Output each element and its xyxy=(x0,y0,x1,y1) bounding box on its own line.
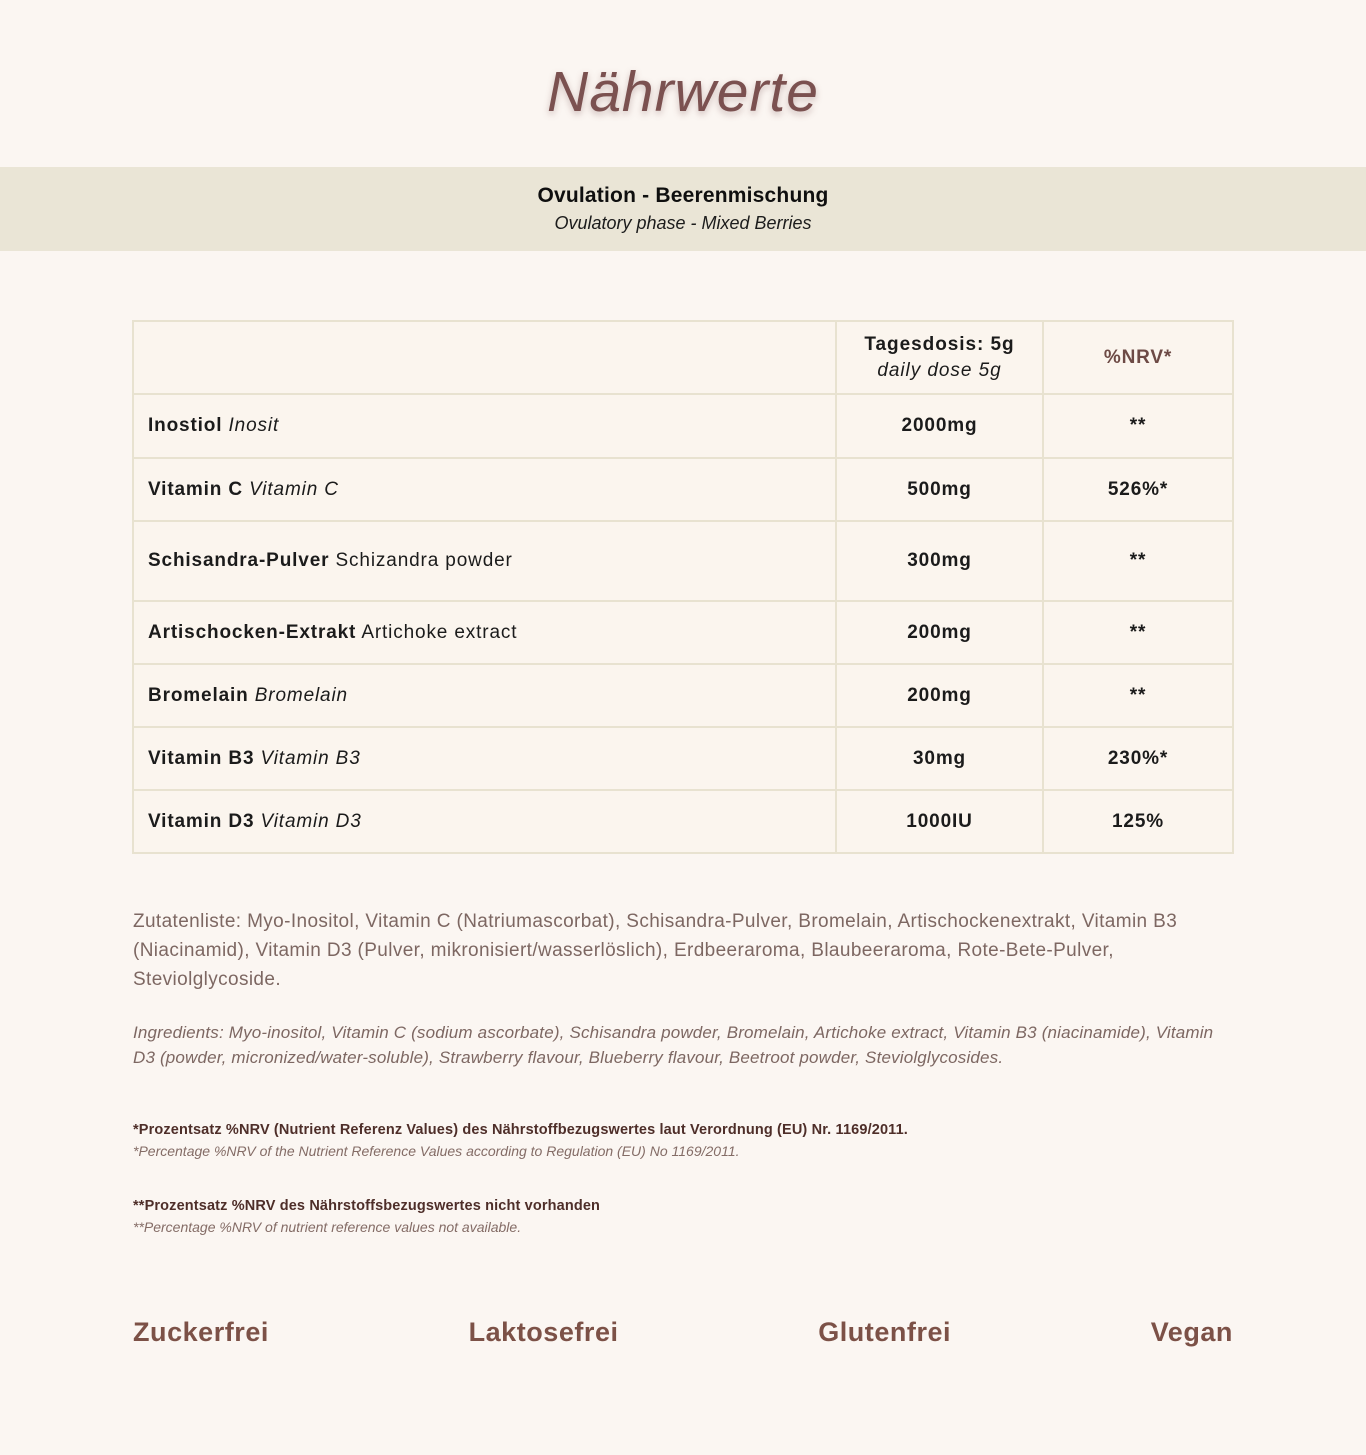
nutrient-name-de: Inostiol xyxy=(148,415,223,436)
footnote-nrv-regulation xyxy=(133,1120,1233,1161)
nutrient-name-en: Vitamin D3 xyxy=(260,810,362,832)
nutrient-name-de: Artischocken-Extrakt xyxy=(148,621,357,643)
nutrient-name-de: Vitamin D3 xyxy=(148,810,255,832)
nutrient-amount: 2000mg xyxy=(836,394,1043,458)
table-row xyxy=(133,727,1233,790)
nutrient-amount: 300mg xyxy=(836,521,1043,601)
nutrient-name-cell xyxy=(133,664,836,727)
nutrient-name-en: Vitamin B3 xyxy=(260,747,361,769)
nutrient-amount: 200mg xyxy=(836,664,1043,727)
nutrient-name-en: Artichoke extract xyxy=(361,621,518,643)
nutrient-name-cell xyxy=(133,790,836,853)
nutrition-table xyxy=(132,320,1234,854)
nutrient-name-cell xyxy=(133,521,836,601)
dose-label-de: Tagesdosis: 5g xyxy=(864,334,1015,355)
nutrient-name-de: Schisandra-Pulver xyxy=(148,550,330,571)
footnote-de: **Prozentsatz %NRV des Nährstoffsbezugswertes nicht vorhanden xyxy=(133,1198,601,1214)
badge-sugar-free: Zuckerfrei xyxy=(133,1317,269,1347)
nutrient-nrv: 526%* xyxy=(1043,458,1233,521)
nutrient-name-cell xyxy=(133,394,836,458)
table-row xyxy=(133,601,1233,664)
nutrient-amount: 30mg xyxy=(836,727,1043,790)
nutrient-name-cell xyxy=(133,458,836,521)
table-row xyxy=(133,521,1233,601)
footnote-en: *Percentage %NRV of the Nutrient Reference Values according to Regulation (EU) No 1169/2011. xyxy=(133,1143,740,1159)
footnote-nrv-not-available xyxy=(133,1196,1233,1237)
table-row xyxy=(133,790,1233,853)
footnote-en: **Percentage %NRV of nutrient reference values not available. xyxy=(133,1219,522,1235)
nutrient-nrv: ** xyxy=(1043,664,1233,727)
nutrient-name-en: Schizandra powder xyxy=(335,550,513,571)
table-header-row xyxy=(133,321,1233,394)
nutrient-name-de: Vitamin C xyxy=(148,478,243,500)
ingredients-list-en: Ingredients: Myo-inositol, Vitamin C (sodium ascorbate), Schisandra powder, Bromelain, Artichoke extract, Vitamin B3 (niacinamide), Vitamin D3 (powder, micronized/water-soluble), Strawberry flavour, Blueberry flavour, Beetroot powder, Steviolglycosides. xyxy=(133,1023,1214,1067)
nutrient-name-cell xyxy=(133,727,836,790)
badge-lactose-free: Laktosefrei xyxy=(468,1317,619,1347)
diet-badges xyxy=(133,1317,1233,1348)
nutrient-nrv: 125% xyxy=(1043,790,1233,853)
table-row xyxy=(133,664,1233,727)
nutrient-nrv: ** xyxy=(1043,601,1233,664)
nutrient-name-en: Inosit xyxy=(228,415,280,436)
nutrient-amount: 500mg xyxy=(836,458,1043,521)
badge-vegan: Vegan xyxy=(1150,1317,1233,1347)
table-row xyxy=(133,458,1233,521)
header-dose-cell xyxy=(836,321,1043,394)
nutrient-amount: 200mg xyxy=(836,601,1043,664)
nutrient-nrv: ** xyxy=(1043,394,1233,458)
footnote-de: *Prozentsatz %NRV (Nutrient Referenz Values) des Nährstoffbezugswertes laut Verordnung (EU) Nr. 1169/2011. xyxy=(133,1122,908,1138)
page-title: Nährwerte xyxy=(547,60,819,124)
nutrient-name-en: Vitamin C xyxy=(249,478,339,500)
table-row xyxy=(133,394,1233,458)
nutrient-name-de: Vitamin B3 xyxy=(148,747,255,769)
header-nrv-cell: %NRV* xyxy=(1043,321,1233,394)
product-name-en: Ovulatory phase - Mixed Berries xyxy=(554,213,812,233)
nutrient-name-en: Bromelain xyxy=(254,684,348,706)
nutrient-name-de: Bromelain xyxy=(148,684,249,706)
product-name-de: Ovulation - Beerenmischung xyxy=(537,184,829,207)
ingredients-list-de: Zutatenliste: Myo-Inositol, Vitamin C (Natriumascorbat), Schisandra-Pulver, Bromelain, Artischockenextrakt, Vitamin B3 (Niacinamid), Vitamin D3 (Pulver, mikronisiert/wasserlöslich), Erdbeeraroma, Blaubeeraroma, Rote-Bete-Pulver, Steviolglycoside. xyxy=(133,911,1178,990)
product-band xyxy=(0,167,1366,251)
nutrient-nrv: ** xyxy=(1043,521,1233,601)
nutrient-nrv: 230%* xyxy=(1043,727,1233,790)
header-empty-cell xyxy=(133,321,836,394)
nutrient-name-cell xyxy=(133,601,836,664)
nutrient-amount: 1000IU xyxy=(836,790,1043,853)
dose-label-en: daily dose 5g xyxy=(877,360,1002,381)
badge-gluten-free: Glutenfrei xyxy=(818,1317,952,1347)
